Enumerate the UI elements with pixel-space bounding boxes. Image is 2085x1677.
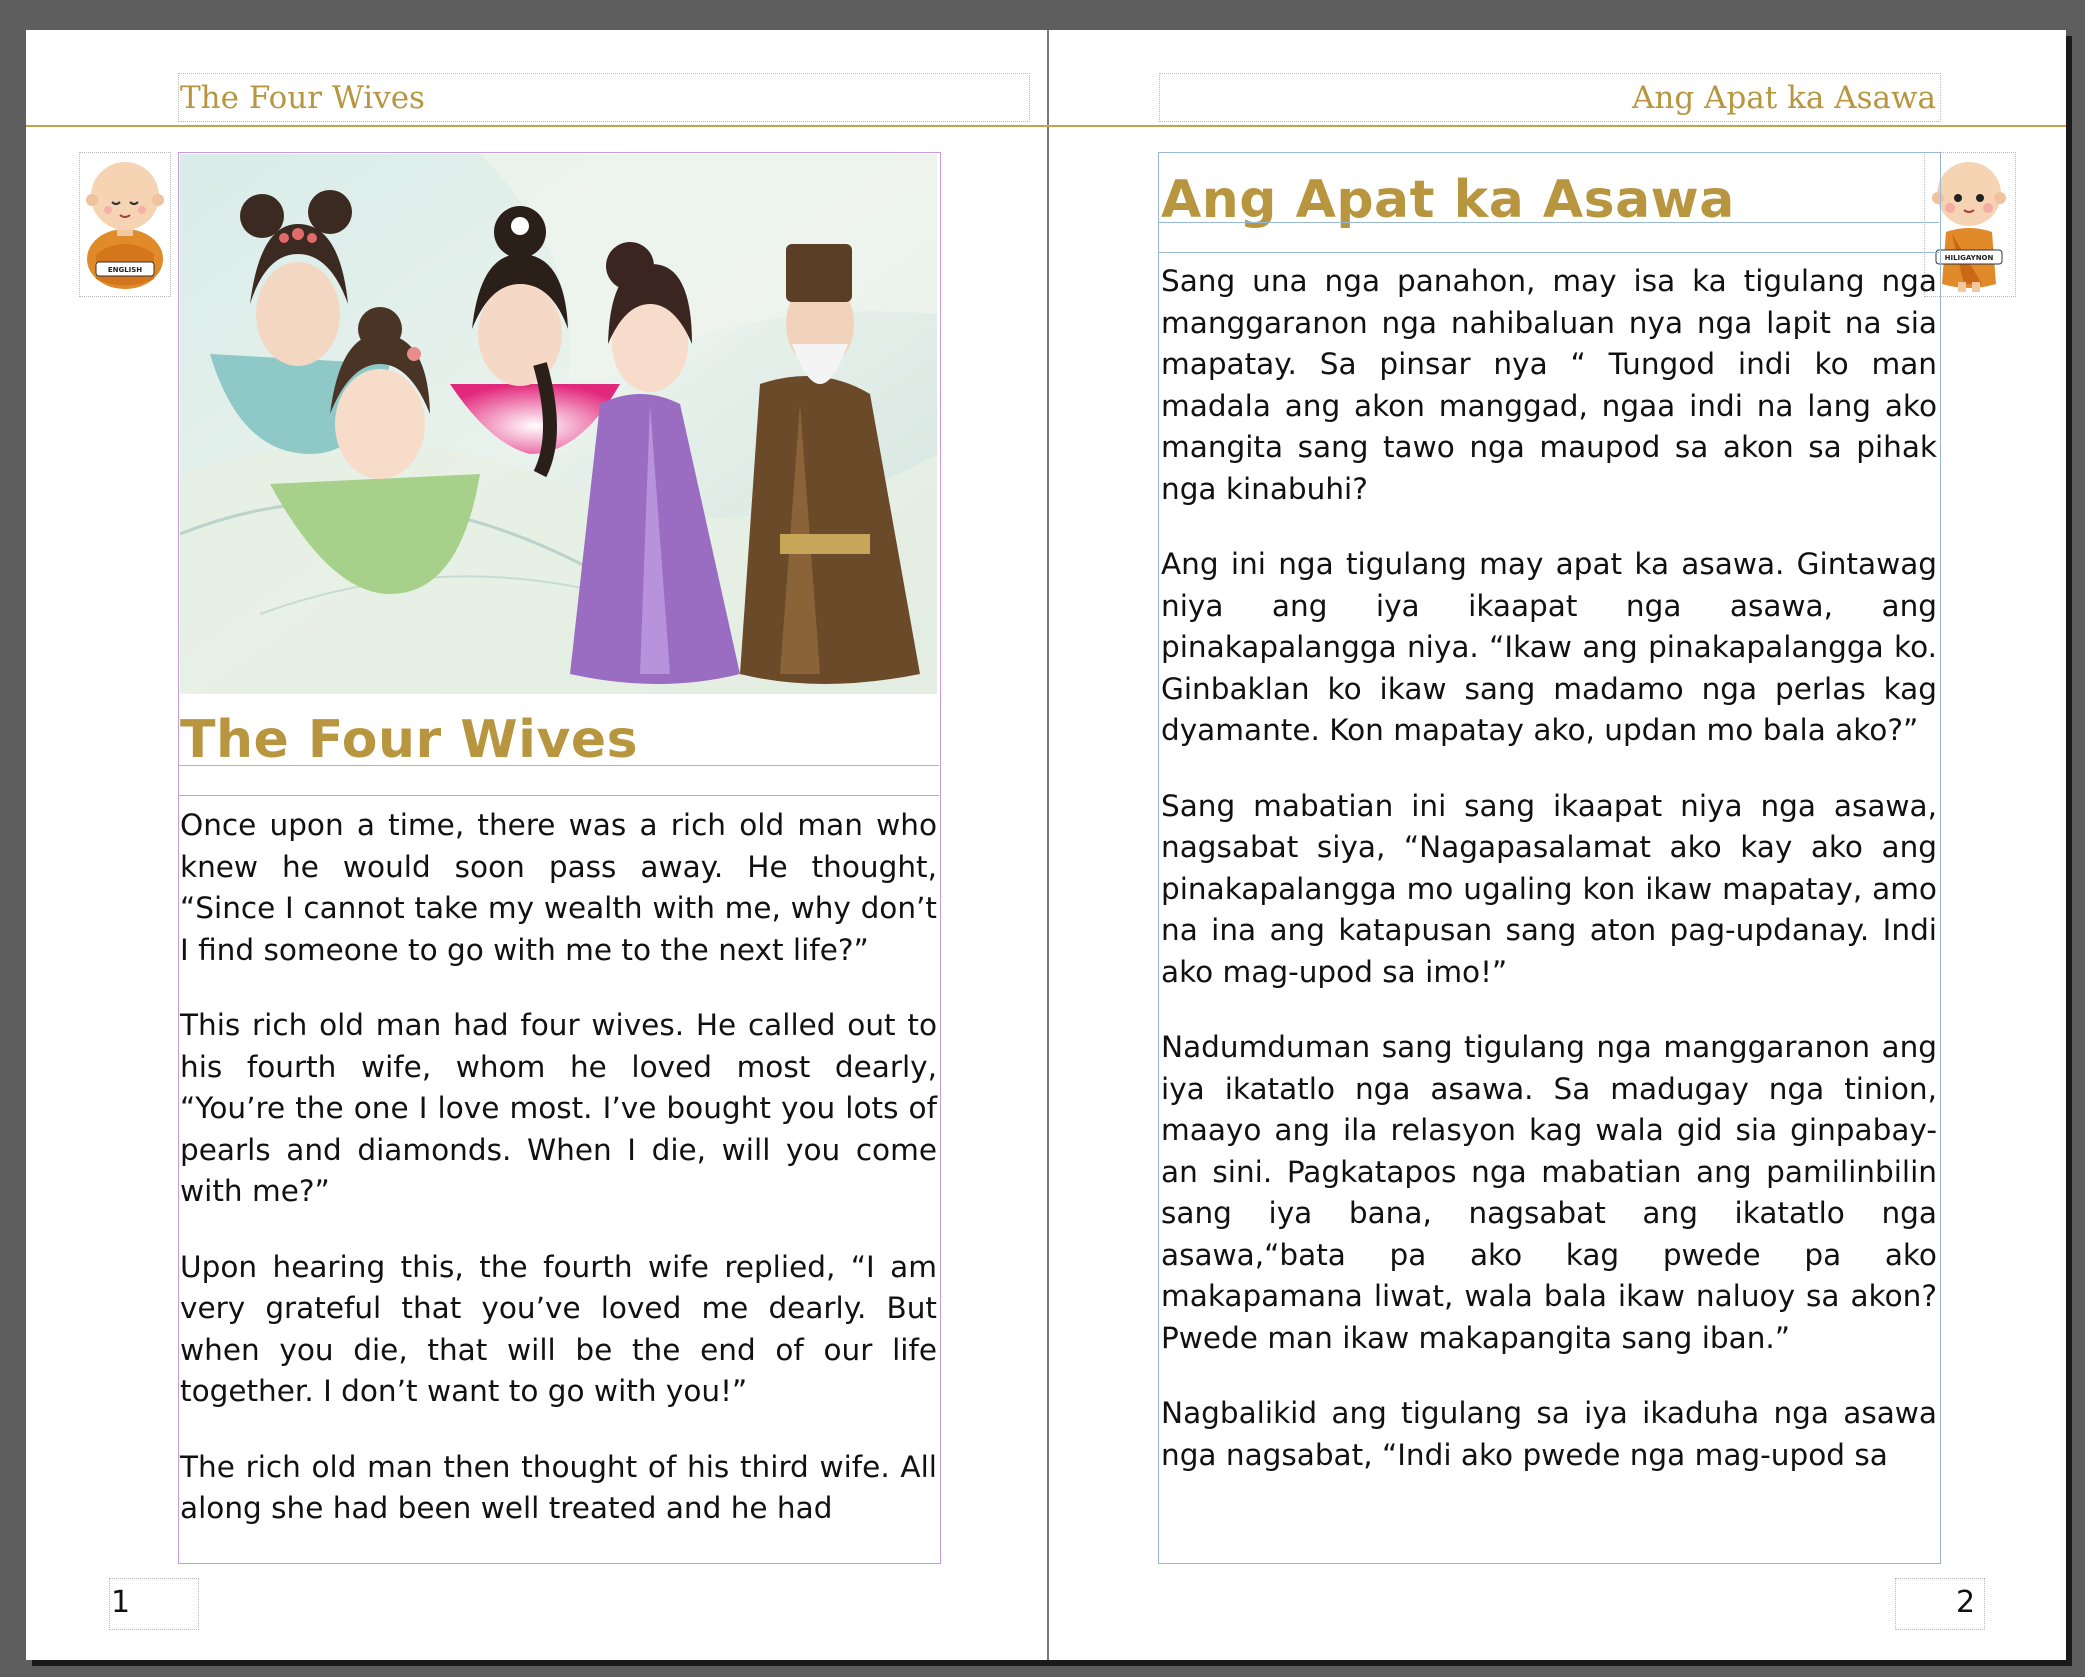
- document-spread: [26, 30, 2066, 1660]
- header-rule: [26, 125, 2066, 127]
- badge-label-right: HILIGAYNON: [1944, 254, 1994, 262]
- badge-label-left: ENGLISH: [107, 266, 143, 274]
- story-title-right: Ang Apat ka Asawa: [1161, 170, 1735, 230]
- paragraph: The rich old man then thought of his third wife. All along she had been well treated and he had: [180, 1449, 937, 1525]
- paragraph: This rich old man had four wives. He called out to his fourth wife, whom he loved most dearly, “You’re the one I love most. I’ve bought you lots of pearls and diamonds. When I die, will you come with me?”: [180, 1008, 937, 1208]
- paragraph: Ang ini nga tigulang may apat ka asawa. Gintawag niya ang iya ikaapat nga asawa, ang pinakapalangga niya. “Ikaw ang pinakapalangga ko. Ginbaklan ko ikaw sang madamo nga perlas kag dyamante. Kon mapatay ako, updan mo bala ako?”: [1161, 547, 1937, 747]
- paragraph: Upon hearing this, the fourth wife replied, “I am very grateful that you’ve loved me dearly. But when you die, that will be the end of our life together. I don’t want to go with you!”: [180, 1249, 937, 1408]
- title-rule-top-left: [178, 765, 939, 767]
- page-number-left: 1: [111, 1585, 131, 1620]
- four-wives-illustration: [180, 154, 937, 694]
- title-rule-top-right: [1158, 222, 1939, 224]
- body-text-right: [1161, 261, 1937, 1510]
- paragraph: Sang una nga panahon, may isa ka tigulang nga manggaranon nga nahibaluan nya nga lapit na sia mapatay. Sa pinsar nya “ Tungod indi ko man madala ang akon manggad, ngaa indi na lang ako mangita sang tawo nga maupod sa akon sa pihak nga kinabuhi?: [1161, 264, 1937, 506]
- spine-divider: [1047, 30, 1049, 1660]
- running-head-right: Ang Apat ka Asawa: [1632, 80, 1936, 116]
- page-number-right: 2: [1956, 1585, 1976, 1620]
- title-rule-bottom-left: [178, 795, 939, 797]
- story-title-left: The Four Wives: [180, 710, 639, 770]
- paragraph: Sang mabatian ini sang ikaapat niya nga asawa, nagsabat siya, “Nagapasalamat ako kay ako ang pinakapalangga mo ugaling kon ikaw mapatay, amo na ina ang katapusan sang aton pag-updanay. Indi ako mag-upod sa imo!”: [1161, 788, 1937, 989]
- paragraph: Nadumduman sang tigulang nga manggaranon ang iya ikatatlo nga asawa. Sa madugay nga tinion, maayo ang ila relasyon kag wala gid sia ginpabay-an sini. Pagkatapos nga mabatian ang pamilinbilin sang iya bana, nagsabat ang ikatatlo nga asawa,“bata pa ako kag pwede pa ako makapamana liwat, wala bala ikaw naluoy sa akon? Pwede man ikaw makapangita sang iban.”: [1161, 1030, 1937, 1355]
- paragraph: Nagbalikid ang tigulang sa iya ikaduha nga asawa nga nagsabat, “Indi ako pwede nga mag-upod sa: [1161, 1396, 1937, 1472]
- running-head-left: The Four Wives: [180, 80, 425, 116]
- monk-sitting-icon: [82, 154, 168, 294]
- title-rule-bottom-right: [1158, 252, 1939, 254]
- paragraph: Once upon a time, there was a rich old man who knew he would soon pass away. He thought, “Since I cannot take my wealth with me, why don’t I find someone to go with me to the next life?”: [180, 808, 937, 967]
- body-text-left: [180, 805, 937, 1564]
